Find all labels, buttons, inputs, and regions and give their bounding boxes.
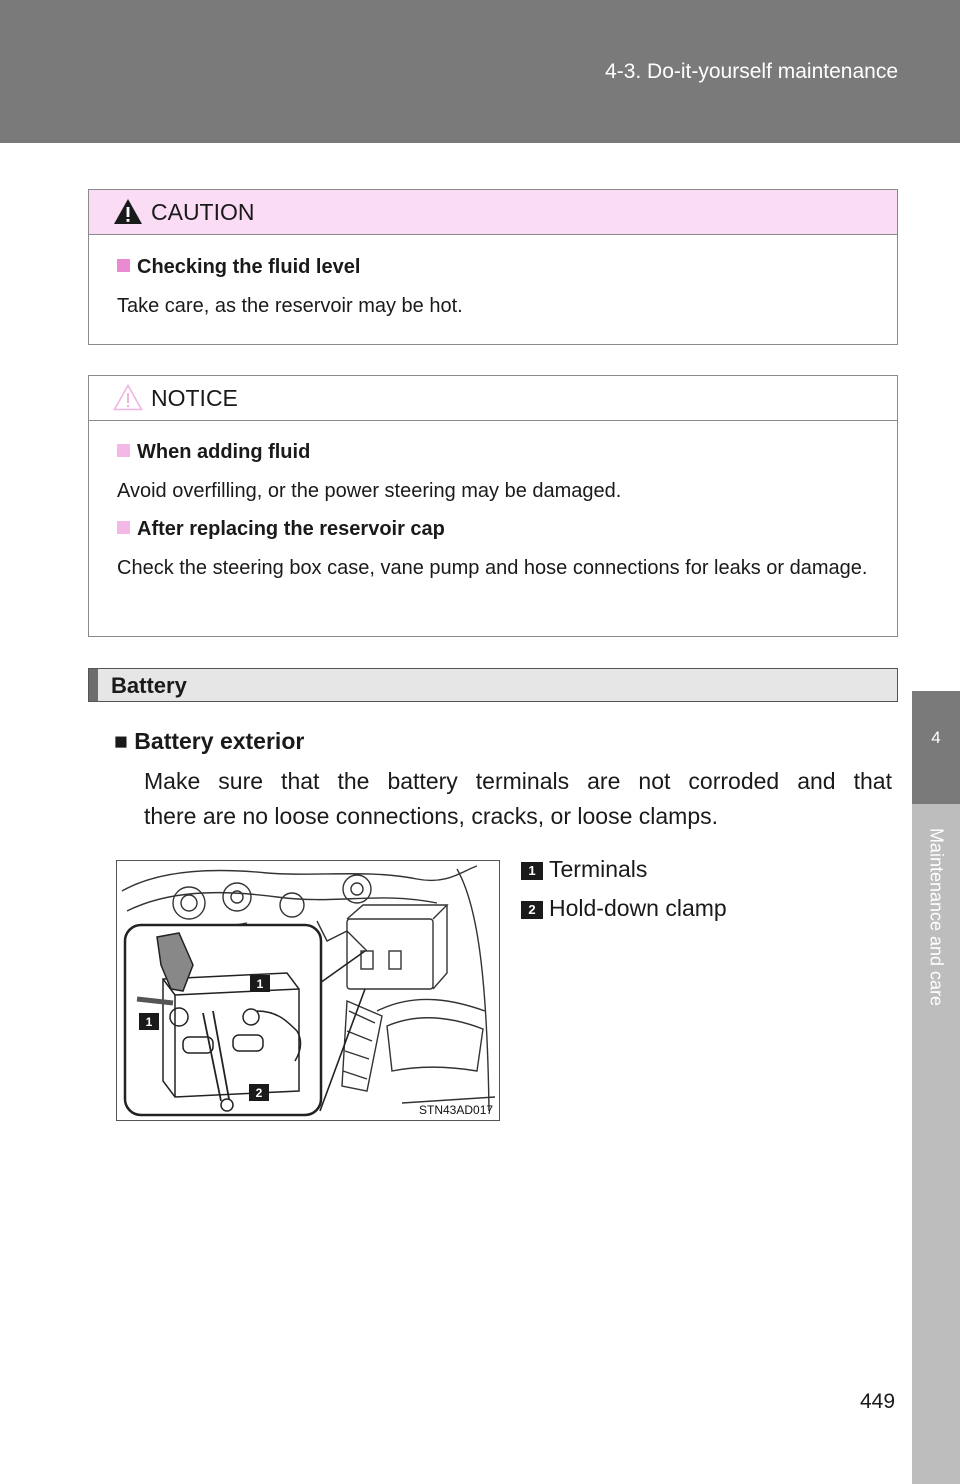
figure-code: STN43AD017 [419, 1103, 494, 1117]
legend-item [521, 895, 727, 922]
body-line: there are no loose connections, cracks, or loose clamps. [144, 803, 719, 829]
battery-illustration [116, 860, 500, 1121]
legend-label: Hold-down clamp [549, 895, 727, 921]
notice-title: NOTICE [151, 385, 238, 411]
callout-2: 2 [255, 1086, 263, 1100]
legend-number-badge: 2 [521, 901, 543, 919]
bullet-square-icon: ■ [114, 728, 135, 754]
chapter-title: Maintenance and care [926, 827, 947, 1007]
notice-item-heading: After replacing the reservoir cap [117, 518, 445, 541]
notice-item-body: Check the steering box case, vane pump and hose connections for leaks or damage. [117, 557, 868, 579]
caution-header [89, 190, 897, 235]
legend-item [521, 856, 647, 883]
bullet-square-icon [117, 521, 130, 534]
engine-bay-drawing [117, 861, 500, 1121]
section-breadcrumb: 4-3. Do-it-yourself maintenance [605, 60, 898, 83]
notice-item-body: Avoid overfilling, or the power steering may be damaged. [117, 480, 622, 502]
bullet-square-icon [117, 259, 130, 272]
page-number: 449 [860, 1390, 896, 1413]
callout-1-right: 1 [256, 977, 264, 991]
chapter-label [912, 804, 960, 1030]
body-line: Make sure that the battery terminals are not corroded and that [144, 768, 892, 794]
legend-label: Terminals [549, 856, 648, 882]
notice-box [88, 375, 898, 637]
caution-box [88, 189, 898, 345]
section-heading [88, 668, 898, 702]
warning-outline-icon [113, 384, 143, 411]
notice-header [89, 376, 897, 421]
chapter-number: 4 [931, 728, 941, 747]
subsection-title: ■ Battery exterior [114, 728, 305, 754]
subsection-body [144, 764, 892, 834]
caution-item-body: Take care, as the reservoir may be hot. [117, 295, 463, 317]
section-marker [89, 669, 98, 701]
notice-item-heading: When adding fluid [117, 441, 310, 464]
bullet-square-icon [117, 444, 130, 457]
section-title: Battery [111, 673, 187, 698]
legend-number-badge: 1 [521, 862, 543, 880]
caution-item-heading: Checking the fluid level [117, 256, 360, 279]
page-header [0, 0, 960, 143]
warning-icon [113, 198, 143, 225]
callout-1-left: 1 [145, 1015, 153, 1029]
caution-title: CAUTION [151, 199, 255, 225]
chapter-tab [912, 691, 960, 804]
